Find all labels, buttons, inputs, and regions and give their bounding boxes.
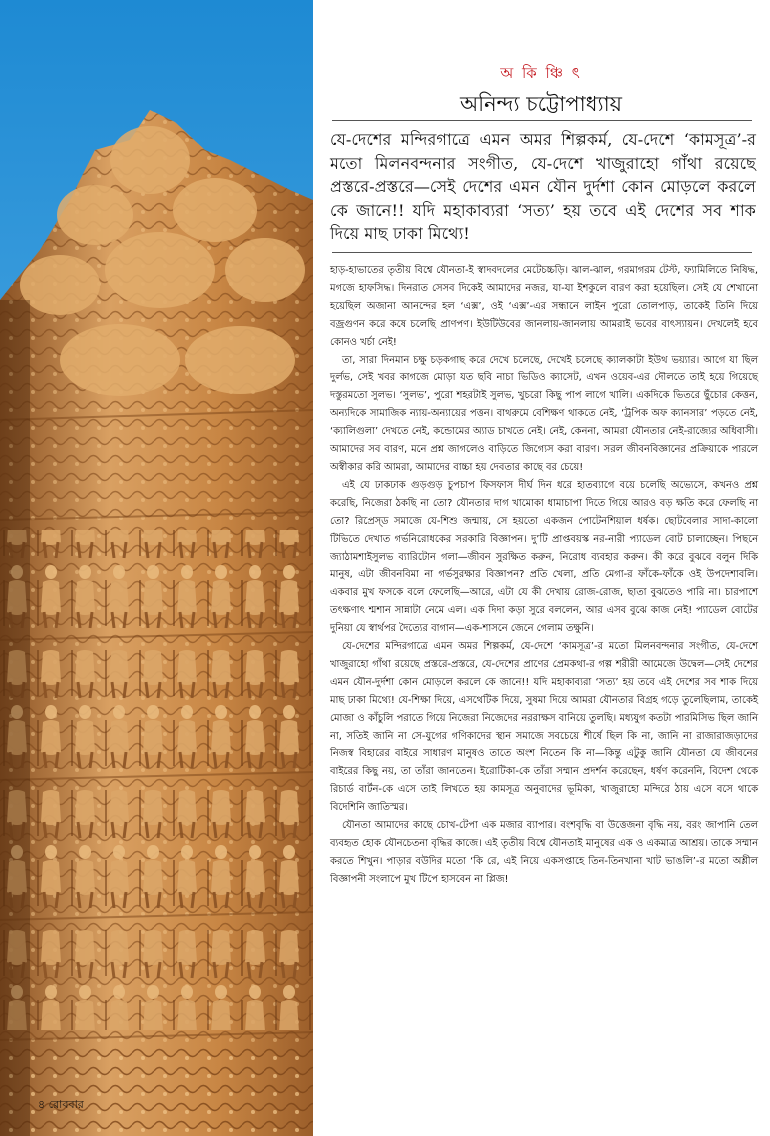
author-byline: অনিন্দ্য চট্টোপাধ্যায় — [459, 92, 623, 116]
lede-paragraph: যে-দেশের মন্দিরগাত্রে এমন অমর শিল্পকর্ম, যে-দেশে ‘কামসূত্র’-র মতো মিলনবন্দনার সংগীত, যে-দেশে খাজুরাহো গাঁথা রয়েছে প্রস্তরে-প্রস্তরে—সেই দেশের এমন যৌন দুর্দশা কোন মোড়লে করলে কে জানে!! যদি মহাকাব্যরা ‘সত্য’ হয় তবে এই দেশের সব শাক দিয়ে মাছ ঢাকা মিথ্যে! — [330, 130, 756, 243]
body-paragraph: এই যে ঢাকঢাক গুড়গুড় চুপচাপ ফিসফাস দীর্ঘ দিন ধরে হাতব্যাগে বয়ে চলেছি অভ্যেসে, কখনও প্রশ্ন করেছি, নিজেরা ঠকছি না তো? যৌনতার দাগ খামোকা ধামাচাপা দিতে গিয়ে আরও বড় ক্ষতি করে ফেলছি না তো? রিপ্রেস্ড সমাজে যে-শিশু জন্মায়, সে হয়তো একজন পোটেনশিয়াল ধর্ষক। ছোটবেলার সাদা-কালো টিভিতে দেখাত গর্ভনিরোধকের সরকারি বিজ্ঞাপন। দু’টি প্রাপ্তবয়স্ক নর-নারী প্যাডেল বোট চালাচ্ছেন। পিছনে জ্যাঠামশাইসুলভ ব্যারিটোন গলা—জীবন সুরক্ষিত করুন, নিরোধ ব্যবহার করুন। কী করে বুঝবে বলুন দিকি মানুষ, এটা জীবনবিমা না গর্ভসুরক্ষার বিজ্ঞাপন? প্রতি খেলা, প্রতি মেগা-র ফাঁকে-ফাঁকে ওই উপদেশাবলি। একবার মুখ ফসকে বলে ফেলেছি—আরে, এটা যে কী দেখায় রোজ-রোজ, ছাতা বুঝতেও পারি না। চারপাশে তৎক্ষণাৎ শ্মশান সান্নাটা নেমে এল। এক দিদা কড়া সুরে বললেন, আর এসব বুঝে কাজ নেই! প্যাডেল বোটের দুনিয়া যে স্বার্থপর দৈত্যের বাগান—এক-শাসনে জেনে গেলাম তক্ষুনি। — [330, 479, 758, 635]
divider-top — [332, 120, 752, 121]
column-kicker: অ কি ঞ্চি ৎ — [500, 64, 582, 82]
body-paragraph: যৌনতা আমাদের কাছে চোখ-টেপা এক মজার ব্যাপার। বংশবৃদ্ধি বা উত্তেজনা বৃদ্ধি নয়, বরং জাপানি তেল ব্যবহৃত হোক যৌনচেতনা বৃদ্ধির কাজে। এই তৃতীয় বিশ্বে যৌনতাই মানুষের এক ও একমাত্র আশ্রয়। তাকে সম্মান করতে শিখুন। পাড়ার বউদির মতো ‘কি রে, এই নিয়ে একসপ্তাহে তিন-তিনখানা খাট ভাঙলি’-র মতো অশ্লীল বিজ্ঞাপনী সংলাপে মুখ টিপে হাসবেন না প্লিজ! — [330, 820, 758, 885]
divider-bottom — [332, 252, 752, 253]
temple-photo — [0, 0, 313, 1136]
body-paragraph: হাড়-হাভাতের তৃতীয় বিশ্বে যৌনতা-ই স্বাদবদলের মেটেচচ্চড়ি। ঝাল-ঝাল, গরমাগরম টেস্ট, ফ্যামিলিতে নিষিদ্ধ, মগজে হাফসিদ্ধ। দিনরাত সেসব দিকেই আমাদের নজর, যা-যা ইশকুলে বারণ করা হয়েছিল। সেই যে শেখানো হয়েছিল অজানা আনন্দের হল ‘এক্স’, ওই ‘এক্স’-এর সন্ধানে লাইন পুরো তোলপাড়, তাকেই তিনি দিয়ে বজ্রগুণন করে কষে চলেছি প্রাণপণ। ইউটিউবের জানলায়-জানলায় আমরাই ভবের বাৎস্যায়ন। দেখলেই হবে কোনও খর্চা নেই! — [330, 265, 758, 348]
article-body — [330, 262, 758, 889]
article-column — [324, 0, 758, 1136]
page-folio: ৪ রোববার — [38, 1098, 84, 1111]
body-paragraph: যে-দেশের মন্দিরগাত্রে এমন অমর শিল্পকর্ম, যে-দেশে ‘কামসূত্র’-র মতো মিলনবন্দনার সংগীত, যে-দেশে খাজুরাহো গাঁথা রয়েছে প্রস্তরে-প্রস্তরে, যে-দেশের প্রাণের প্রেমকথা-র গল্প শরীরী আমেজে উদ্বেল—সেই দেশের এমন যৌন-দুর্দশা কোন মোড়লে করলে কে জানে!! যদি মহাকাব্যরা ‘সত্য’ হয় তবে এই দেশের সব শাক দিয়ে মাছ ঢাকা মিথ্যে! যে-শিক্ষা দিয়ে, এসথেটিক দিয়ে, সুষমা দিয়ে আমরা যৌনতার বিগ্রহ গড়ে তুলেছিলাম, তাকেই মোজা ও কাঁচুলি পরাতে গিয়ে নিজেরা নিজেদের নররাক্ষস বানিয়ে তুলছি। মধ্যযুগ কতটা পারমিসিভ ছিল জানি না, সতিই জানি না সে-যুগের গণিকাদের স্থান সমাজে সবচেয়ে শীর্ষে ছিল কি না, জানি না রাজারাজড়াদের নিজস্ব বিহারের বাইরে সাধারণ মানুষও তাতে অংশ নিতেন কি না—কিন্তু এটুকু জানি যৌনতা যে জীবনের বাইরের কিছু নয়, তা তাঁরা জানতেন। ইরোটিকা-কে তাঁরা সম্মান প্রদর্শন করেছেন, ধর্ষণ করেননি, বিদেশ থেকে রিচার্ড বার্টন-কে এসে তাই লিখতে হয় কামসূত্র অনুবাদের ভূমিকা, খাজুরাহো মন্দিরে ঠায় এসে বসে থাকে বিদেশিনি জাতিস্মর। — [330, 641, 758, 814]
temple-illustration — [0, 0, 313, 1136]
body-paragraph: তা, সারা দিনমান চক্ষু চড়কগাছ করে দেখে চলেছে, দেখেই চলেছে ক্যালকাটা ইউথ ভয়্যার। আগে যা ছিল দুর্লভ, সেই খবর কাগজে মোড়া যত ছবি নাচা ভিডিও ক্যাসেট, এখন ওয়েব-এর দৌলতে তাই হয়ে গিয়েছে দস্তুরমতো সুলভ। ‘সুলভ’, পুরো শহরটাই সুলভ, খুচরো কিছু পাপ লাগে খালি। একদিকে ভিতরে ছুঁচোর কেত্তন, অন্যদিকে সামাজিক ন্যায়-অন্যায়ের পত্তন। বাথরুমে বেশিক্ষণ থাকতে নেই, ‘ট্রপিক অফ ক্যানসার’ পড়তে নেই, ‘ক্যালিগুলা’ দেখতে নেই, কন্ডোমের অ্যাড চাখতে নেই। নেই, কেননা, আমরা যৌনতার নেই-রাজ্যের অধিবাসী। আমাদের সব বারণ, মনে প্রশ্ন জাগলেও বাড়িতে জিগ্যেস করা বারণ। সরল জীবনবিজ্ঞানের প্রক্রিয়াকে পারলে অস্বীকার করি আমরা, আমাদের বাচ্চা হয় দেবতার কাছে বর চেয়ে! — [330, 354, 758, 473]
